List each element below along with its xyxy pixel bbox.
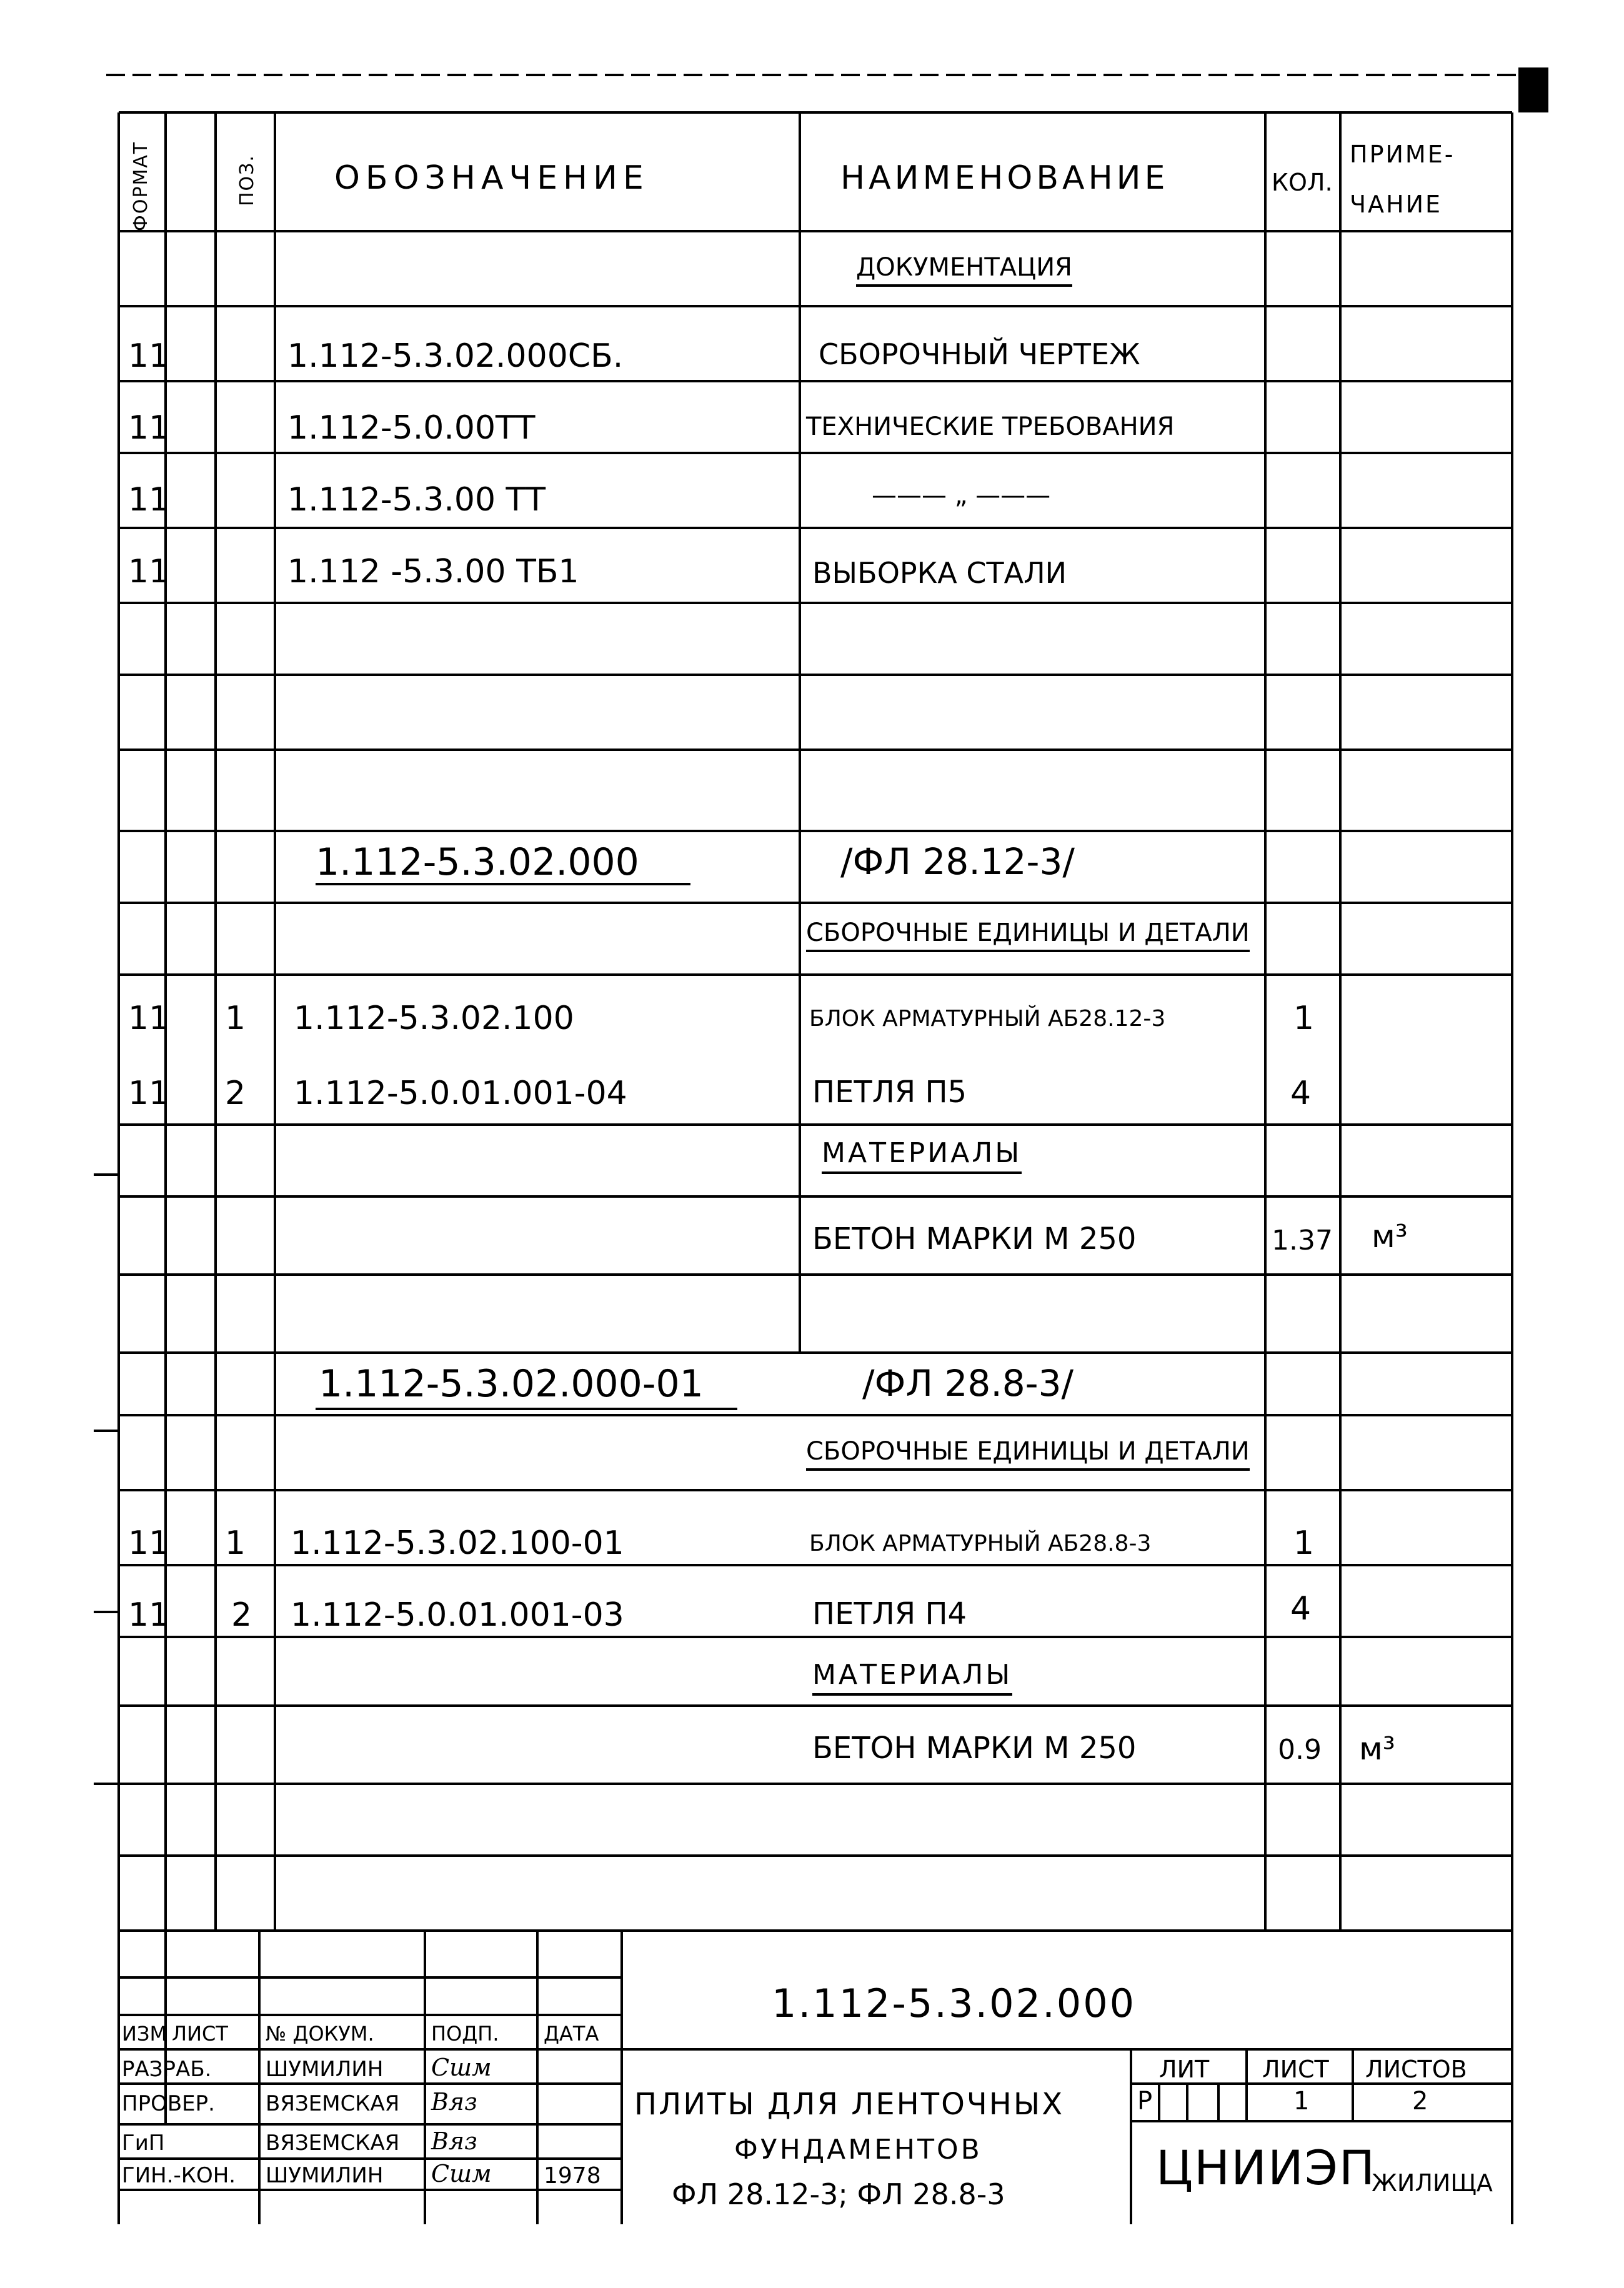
doc-row-name: СБОРОЧНЫЙ ЧЕРТЕЖ — [819, 337, 1140, 371]
tb-person: ВЯЗЕМСКАЯ — [266, 2091, 400, 2116]
col-header-note-1: ПРИМЕ- — [1350, 141, 1455, 168]
table-row-designation: 1.112-5.3.02.100 — [294, 1000, 574, 1037]
col-header-designation: ОБОЗНАЧЕНИЕ — [334, 159, 649, 197]
doc-row-format: 11 — [128, 337, 170, 375]
tb-role: РАЗРАБ. — [122, 2057, 212, 2082]
table-row-qty: 1 — [1293, 1525, 1315, 1562]
variant1-designation: 1.112-5.3.02.000 — [316, 840, 639, 884]
material-qty: 0.9 — [1278, 1734, 1322, 1766]
tb-sheet-value: 1 — [1293, 2087, 1310, 2116]
doc-row-format: 11 — [128, 481, 170, 519]
doc-row-designation: 1.112-5.0.00ТТ — [287, 409, 536, 447]
tb-signature: Вяз — [431, 2088, 477, 2116]
material-unit: м³ — [1372, 1218, 1408, 1255]
tb-person: ШУМИЛИН — [266, 2057, 384, 2082]
doc-row-format: 11 — [128, 409, 170, 447]
col-header-note-2: ЧАНИЕ — [1350, 191, 1443, 218]
col-header-name: НАИМЕНОВАНИЕ — [840, 159, 1169, 197]
table-row-qty: 4 — [1290, 1075, 1312, 1112]
tb-header-date: ДАТА — [544, 2022, 599, 2046]
variant2-designation: 1.112-5.3.02.000-01 — [319, 1362, 704, 1406]
tb-role: ГИН.-КОН. — [122, 2163, 236, 2188]
tb-date: 1978 — [544, 2163, 601, 2189]
doc-row-name: ——— „ ——— — [872, 481, 1051, 510]
table-row-designation: 1.112-5.0.01.001-03 — [291, 1596, 624, 1634]
doc-row-designation: 1.112-5.3.00 ТТ — [287, 481, 546, 519]
variant2-units-title: СБОРОЧНЫЕ ЕДИНИЦЫ И ДЕТАЛИ — [806, 1437, 1250, 1471]
table-row-name: ПЕТЛЯ П4 — [812, 1596, 967, 1631]
section-documentation-title: ДОКУМЕНТАЦИЯ — [856, 253, 1072, 287]
table-row-designation: 1.112-5.0.01.001-04 — [294, 1075, 627, 1112]
tb-role: ПРОВЕР. — [122, 2091, 215, 2116]
tb-lit-label: ЛИТ — [1159, 2056, 1210, 2083]
tb-org-main: ЦНИИЭП — [1156, 2140, 1377, 2196]
tb-sheets-value: 2 — [1412, 2087, 1428, 2116]
material-name: БЕТОН МАРКИ М 250 — [812, 1221, 1137, 1256]
col-header-format: ФОРМАТ — [130, 141, 152, 231]
col-header-qty: КОЛ. — [1272, 169, 1333, 196]
table-row-name: БЛОК АРМАТУРНЫЙ АБ28.8-3 — [809, 1531, 1152, 1556]
table-row-format: 11 — [128, 1596, 170, 1634]
table-row-format: 11 — [128, 1075, 170, 1112]
tb-title-line3: ФЛ 28.12-3; ФЛ 28.8-3 — [672, 2177, 1005, 2211]
table-row-qty: 1 — [1293, 1000, 1315, 1037]
tb-person: ШУМИЛИН — [266, 2163, 384, 2188]
tb-org-sub: ЖИЛИЩА — [1372, 2169, 1493, 2197]
table-row-qty: 4 — [1290, 1590, 1312, 1628]
variant1-units-title: СБОРОЧНЫЕ ЕДИНИЦЫ И ДЕТАЛИ — [806, 918, 1250, 952]
table-row-format: 11 — [128, 1000, 170, 1037]
doc-row-name: ВЫБОРКА СТАЛИ — [812, 556, 1067, 590]
table-row-pos: 2 — [231, 1596, 252, 1634]
tb-header-izm: ИЗМ — [122, 2022, 167, 2046]
tb-title-line1: ПЛИТЫ ДЛЯ ЛЕНТОЧНЫХ — [634, 2087, 1065, 2122]
variant2-mark: /ФЛ 28.8-3/ — [862, 1362, 1074, 1405]
tb-role: ГиП — [122, 2131, 165, 2156]
table-row-designation: 1.112-5.3.02.100-01 — [291, 1525, 624, 1562]
tb-header-doc: № ДОКУМ. — [266, 2022, 374, 2046]
tb-lit-value: Р — [1137, 2087, 1153, 2116]
tb-person: ВЯЗЕМСКАЯ — [266, 2131, 400, 2156]
tb-header-list: ЛИСТ — [172, 2022, 228, 2046]
variant1-materials-title: МАТЕРИАЛЫ — [822, 1137, 1022, 1174]
doc-row-format: 11 — [128, 553, 170, 590]
doc-row-name: ТЕХНИЧЕСКИЕ ТРЕБОВАНИЯ — [806, 412, 1175, 441]
doc-row-designation: 1.112-5.3.02.000СБ. — [287, 337, 624, 375]
tb-sheet-label: ЛИСТ — [1262, 2056, 1329, 2083]
doc-row-designation: 1.112 -5.3.00 ТБ1 — [287, 553, 579, 590]
tb-signature: Сшм — [431, 2160, 492, 2187]
tb-sheets-label: ЛИСТОВ — [1365, 2056, 1467, 2083]
material-qty: 1.37 — [1272, 1225, 1333, 1256]
tb-title-line2: ФУНДАМЕНТОВ — [734, 2134, 982, 2166]
variant2-materials-title: МАТЕРИАЛЫ — [812, 1659, 1012, 1696]
variant1-mark: /ФЛ 28.12-3/ — [840, 840, 1075, 883]
title-block-doc-number: 1.112-5.3.02.000 — [772, 1981, 1137, 2026]
material-name: БЕТОН МАРКИ М 250 — [812, 1731, 1137, 1766]
table-row-name: БЛОК АРМАТУРНЫЙ АБ28.12-3 — [809, 1006, 1166, 1032]
tb-header-sign: ПОДП. — [431, 2022, 499, 2046]
table-row-pos: 1 — [225, 1525, 246, 1562]
corner-mark — [1518, 67, 1548, 112]
tb-signature: Вяз — [431, 2127, 477, 2155]
col-header-pos: ПОЗ. — [236, 154, 258, 206]
table-row-pos: 1 — [225, 1000, 246, 1037]
table-row-pos: 2 — [225, 1075, 246, 1112]
table-row-format: 11 — [128, 1525, 170, 1562]
material-unit: м³ — [1359, 1731, 1395, 1767]
table-row-name: ПЕТЛЯ П5 — [812, 1075, 967, 1110]
tb-signature: Сшм — [431, 2054, 492, 2081]
